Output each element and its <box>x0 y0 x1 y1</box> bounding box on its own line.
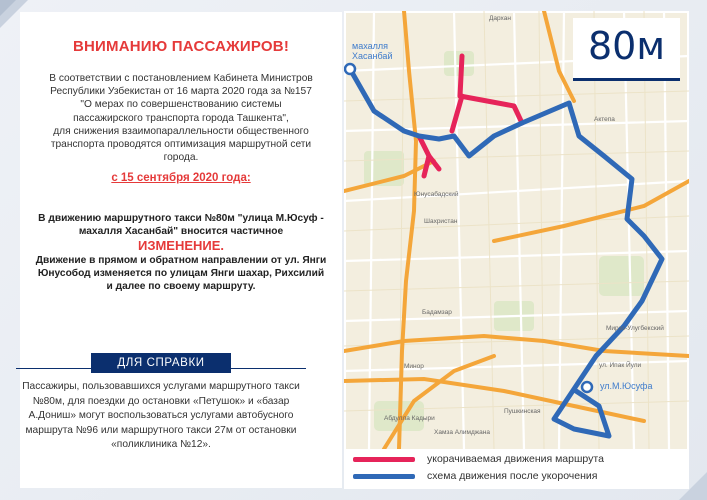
legend-label-shortened: укорачиваемая движения маршрута <box>427 453 604 465</box>
route-number-badge <box>573 18 680 81</box>
effective-date: с 15 сентября 2020 года: <box>111 172 251 184</box>
place-pushkinskaya: Пушкинская <box>504 408 541 415</box>
place-mirzo-ulugbek: Мирзо-Улугбекский <box>606 325 664 332</box>
notice-part-2: Движение в прямом и обратном направлении от ул. Янги Юнусобод изменяется по улицам Янги шахар, Рихсилий и далее по своему маршруту. <box>35 255 327 292</box>
route-number: 80м <box>587 24 666 68</box>
map-canvas <box>344 11 689 489</box>
change-notice <box>34 212 328 293</box>
place-minor: Минор <box>404 363 424 370</box>
place-shakhristan: Шахристан <box>424 218 458 225</box>
legend-swatch-blue <box>353 474 415 479</box>
place-aktepa: Актепа <box>594 116 615 123</box>
legend-item-shortened <box>345 452 687 468</box>
legend-item-new-route <box>345 469 687 485</box>
place-darkhan: Дархан <box>489 15 511 22</box>
end-stop-label: ул.М.Юсуфа <box>600 381 653 391</box>
start-stop-marker <box>345 64 355 74</box>
route-map <box>344 11 689 489</box>
legend-swatch-pink <box>353 457 415 462</box>
place-ul-ipak-yuli: ул. Ипак Йули <box>599 362 642 369</box>
place-yunusabad: Юнусабадский <box>414 191 459 198</box>
map-legend <box>345 449 687 487</box>
intro-text: В соответствии с постановлением Кабинета Министров Республики Узбекистан от 16 марта 2020 года за №157 "О мерах по совершенствованию системы пассажирского транспорта города Ташкента", для снижения взаимопараллельности общественного транспорта проводятся оптимизация маршрутной сети города. <box>49 73 313 164</box>
place-bodomzor: Бадамзар <box>422 309 452 316</box>
headline: ВНИМАНИЮ ПАССАЖИРОВ! <box>72 38 290 55</box>
end-stop-marker <box>582 382 592 392</box>
start-stop-label-line1: махалля <box>352 41 388 51</box>
place-abdulla-kadyri: Абдулла Кадыри <box>384 415 435 422</box>
start-stop-label-line2: Хасанбай <box>352 51 393 61</box>
notice-part-1: В движению маршрутного такси №80м "улица М.Юсуф - махалля Хасанбай" вносится частичное <box>38 213 324 237</box>
reference-title: ДЛЯ СПРАВКИ <box>91 353 231 373</box>
place-khamza: Хамза Алимджана <box>434 429 490 436</box>
reference-text: Пассажиры, пользовавшихся услугами маршрутного такси №80м, для поездки до остановки «Петушок» и «базар А.Дониш» могут воспользоваться услугами автобусного маршрута №96 или маршрутного такси 27м от остановки «поликлиника №12». <box>22 381 300 450</box>
legend-label-new-route: схема движения после укорочения <box>427 470 598 482</box>
change-word: ИЗМЕНЕНИЕ. <box>137 238 225 253</box>
